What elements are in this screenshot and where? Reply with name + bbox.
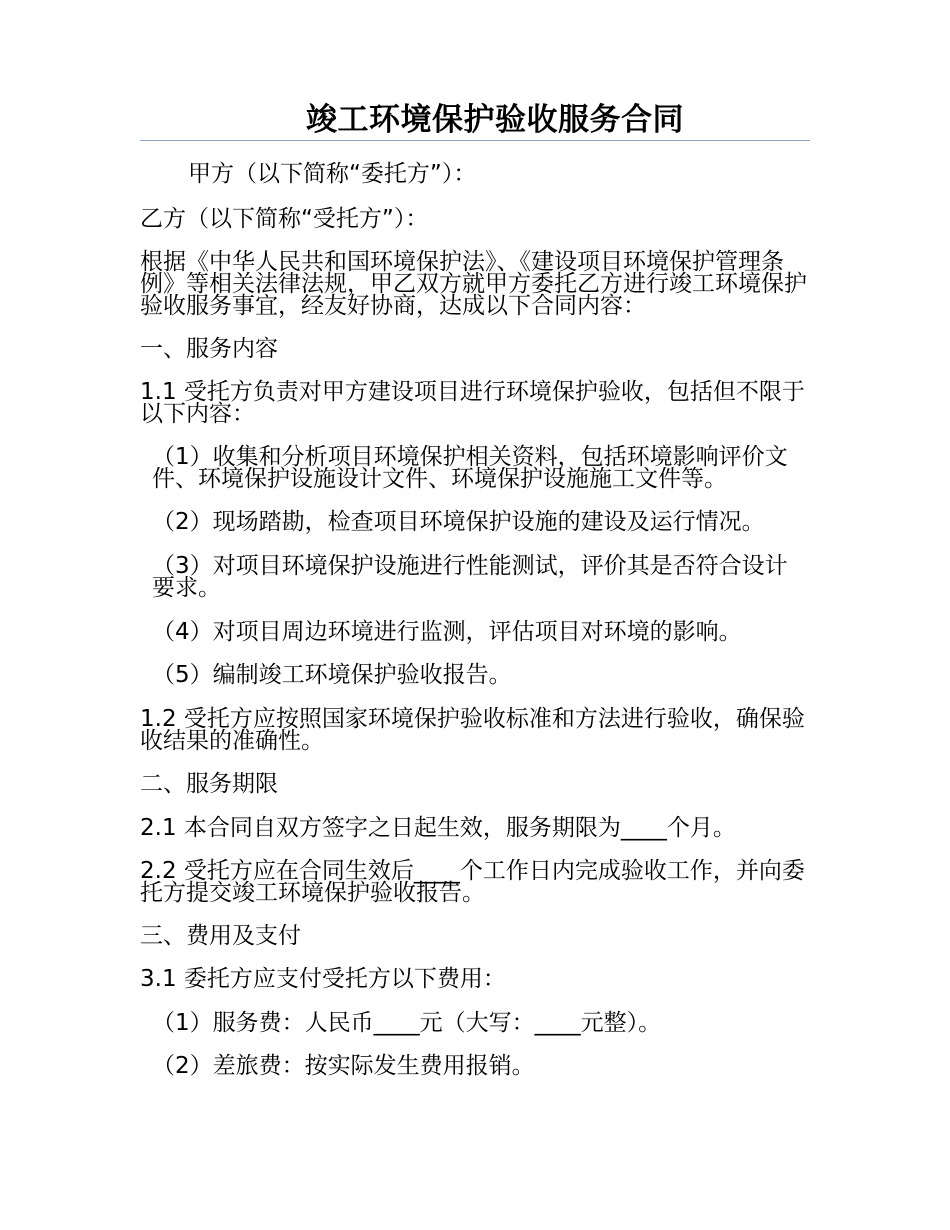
section-heading-fees-payment: 三、费用及支付	[140, 923, 301, 949]
clause-1-1-item-1: （1）收集和分析项目环境保护相关资料，包括环境影响评价文件、环境保护设施设计文件、环境保护设施施工文件等。	[152, 444, 788, 492]
document-title: 竣工环境保护验收服务合同	[140, 100, 810, 141]
clause-1-1-item-5: （5）编制竣工环境保护验收报告。	[152, 662, 512, 688]
party-b-line: 乙方（以下简称“受托方”）：	[140, 206, 429, 232]
party-a-line: 甲方（以下简称“委托方”）：	[188, 161, 477, 187]
clause-1-1-item-3: （3）对项目环境保护设施进行性能测试，评价其是否符合设计要求。	[152, 553, 788, 601]
clause-3-1: 3.1 委托方应支付受托方以下费用：	[140, 966, 506, 992]
clause-1-1: 1.1 受托方负责对甲方建设项目进行环境保护验收，包括但不限于以下内容：	[140, 379, 805, 427]
clause-1-1-item-4: （4）对项目周边环境进行监测，评估项目对环境的影响。	[152, 619, 742, 645]
clause-3-1-item-1: （1）服务费：人民币____元（大写：____元整）。	[152, 1010, 662, 1036]
clause-1-2: 1.2 受托方应按照国家环境保护验收标准和方法进行验收，确保验收结果的准确性。	[140, 706, 805, 754]
section-heading-service-period: 二、服务期限	[140, 771, 278, 797]
clause-2-2: 2.2 受托方应在合同生效后____个工作日内完成验收工作，并向委托方提交竣工环境保护验收报告。	[140, 858, 805, 906]
section-heading-service-content: 一、服务内容	[140, 336, 278, 362]
preamble-paragraph: 根据《中华人民共和国环境保护法》、《建设项目环境保护管理条例》等相关法律法规，甲乙双方就甲方委托乙方进行竣工环境保护验收服务事宜，经友好协商，达成以下合同内容：	[140, 249, 807, 319]
clause-1-1-item-2: （2）现场踏勘，检查项目环境保护设施的建设及运行情况。	[152, 509, 765, 535]
clause-3-1-item-2: （2）差旅费：按实际发生费用报销。	[152, 1053, 535, 1079]
clause-2-1: 2.1 本合同自双方签字之日起生效，服务期限为____个月。	[140, 815, 736, 841]
